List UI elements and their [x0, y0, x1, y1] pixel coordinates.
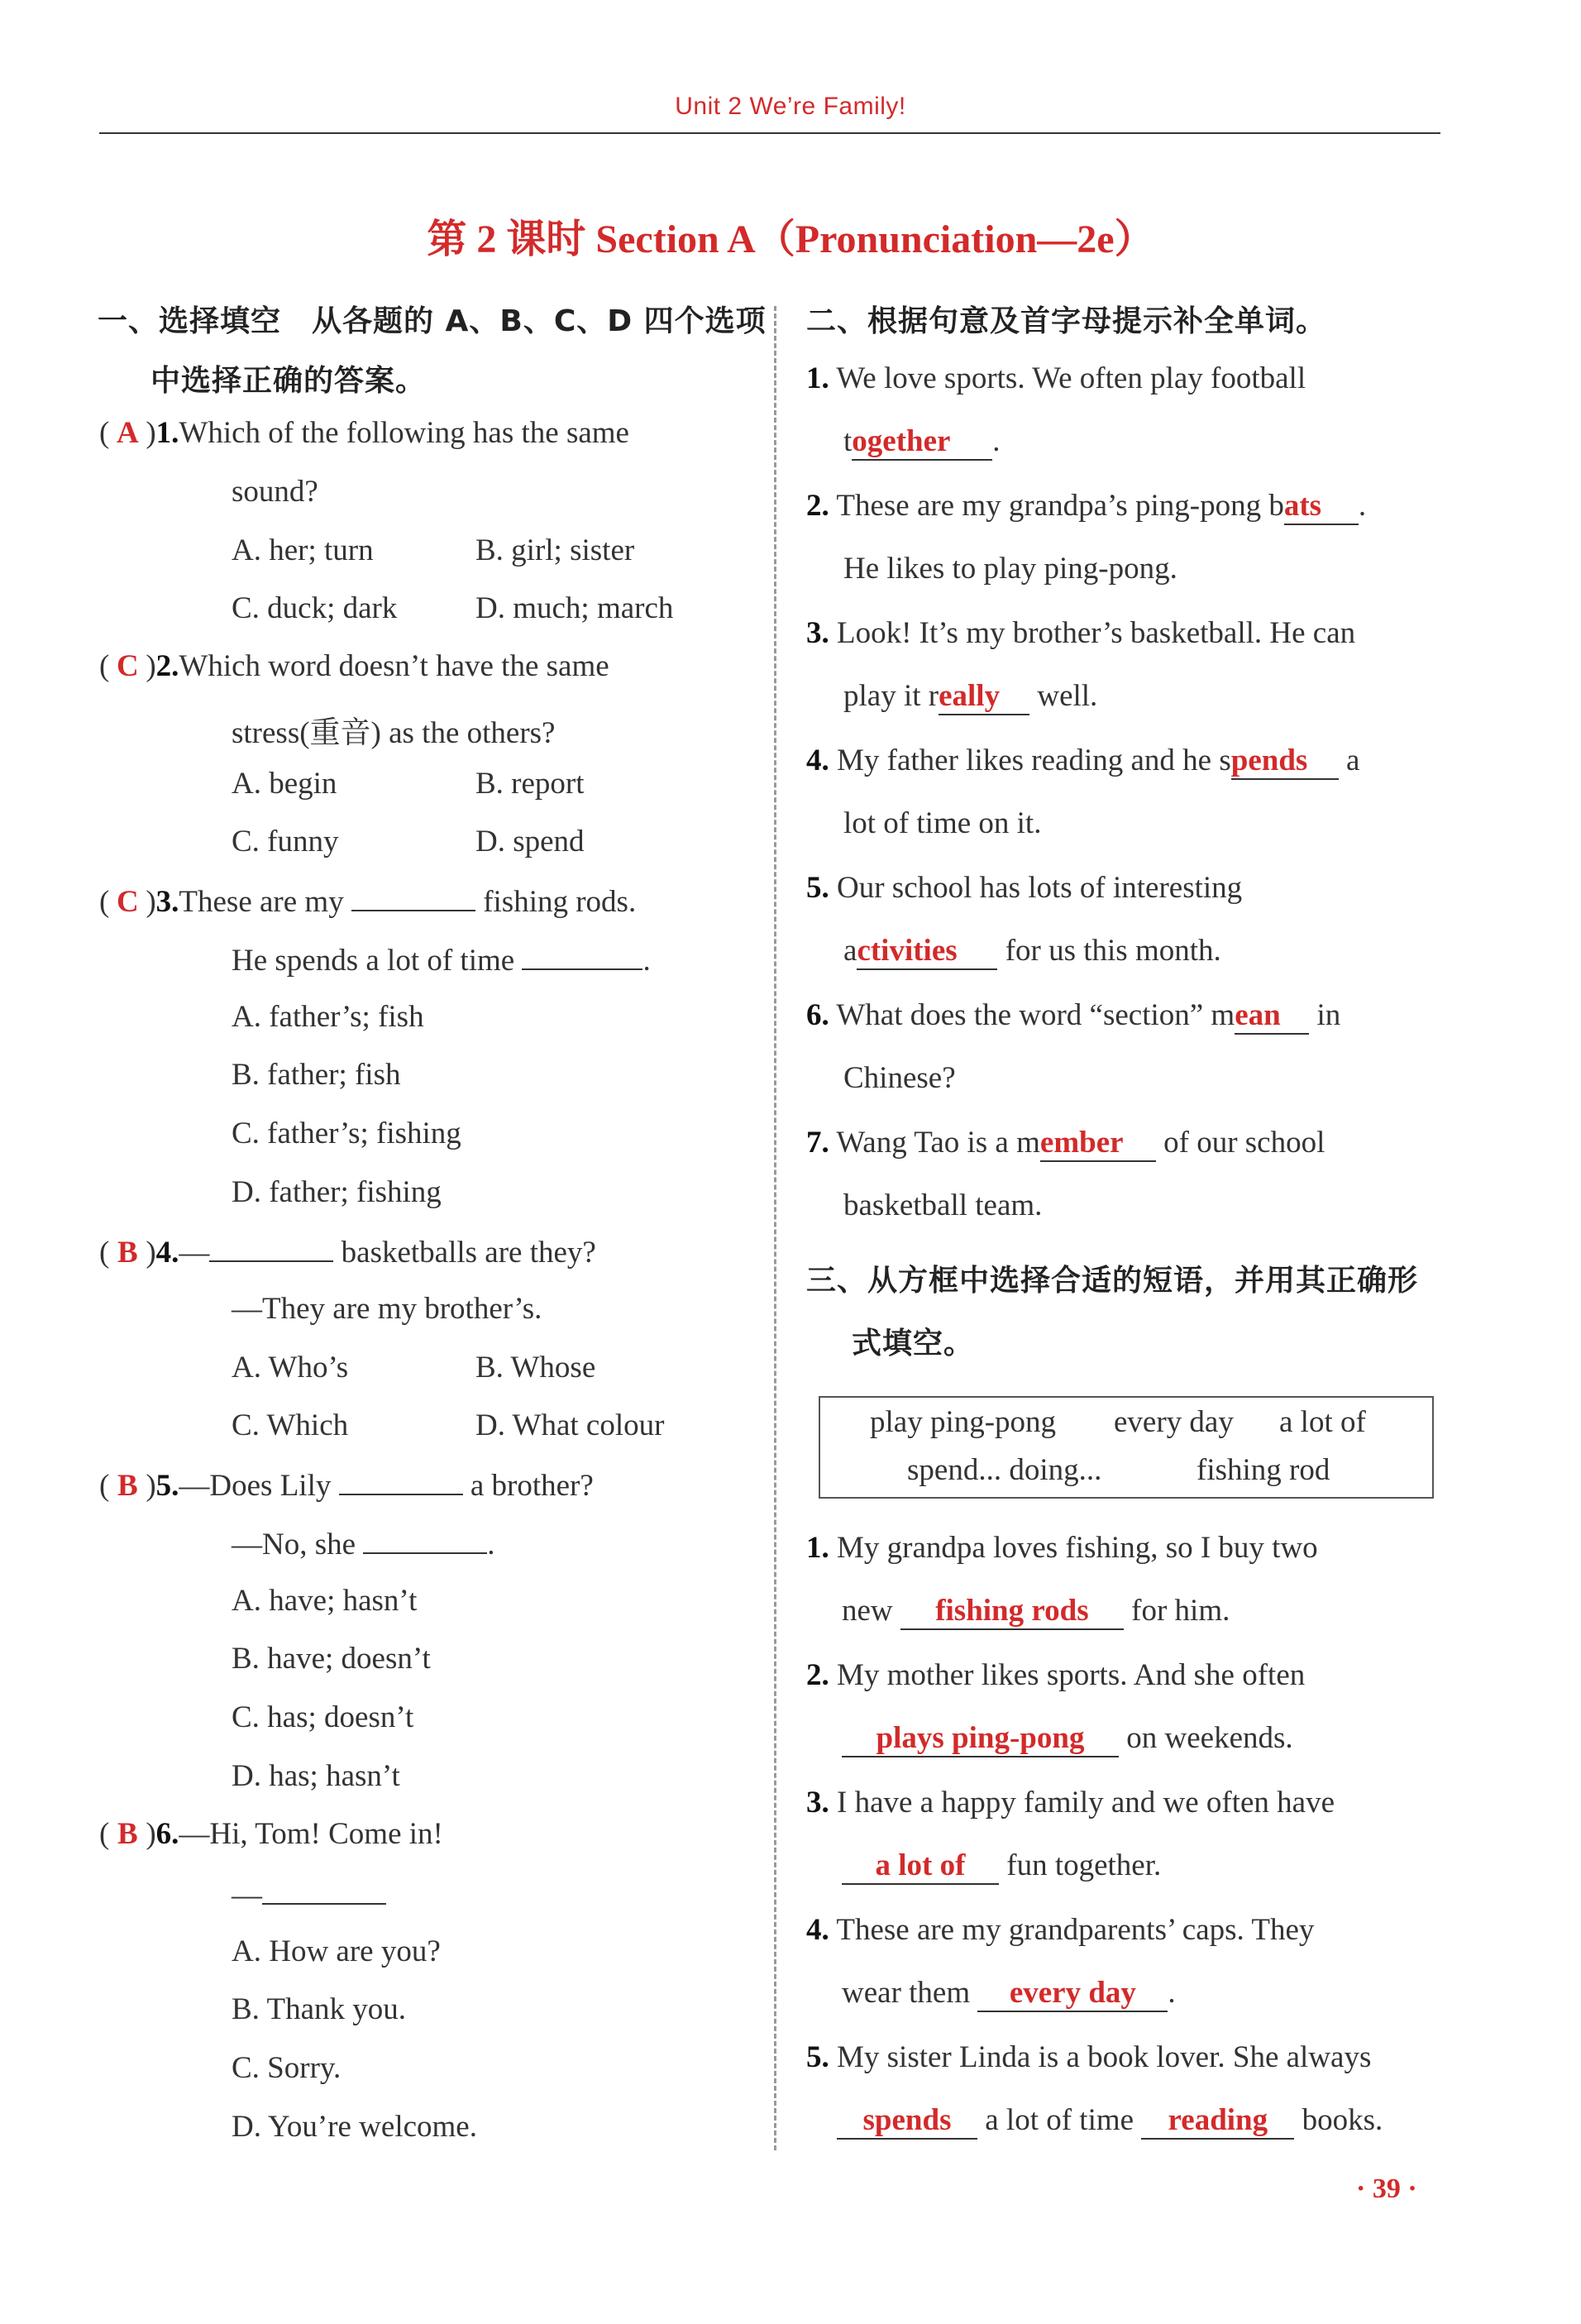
phrase-box	[819, 1396, 1434, 1499]
question-4-option-d: D. What colour	[475, 1408, 665, 1442]
lesson-title: 第 2 课时 Section A（Pronunciation—2e）	[427, 218, 1154, 261]
question-3-line1: ( C )3.These are my fishing rods.	[99, 882, 636, 920]
part3-sentence-5-line2: spends a lot of time reading books.	[837, 2102, 1383, 2140]
page-number: · 39 ·	[1356, 2173, 1417, 2204]
part3-sentence-2-line1: 2. My mother likes sports. And she often	[806, 1658, 1306, 1692]
answer-fill: fishing rods	[900, 1595, 1124, 1630]
part2-sentence-2-line1: 2. These are my grandpa’s ping-pong bats .	[806, 488, 1366, 525]
question-5-option-c: C. has; doesn’t	[232, 1700, 414, 1734]
question-3-option-c: C. father’s; fishing	[232, 1117, 461, 1150]
question-5-line1: ( B )5.—Does Lily a brother?	[99, 1466, 594, 1504]
question-1-option-d: D. much; march	[475, 591, 674, 625]
part2-sentence-3-line2: play it really well.	[843, 678, 1097, 715]
question-1-option-b: B. girl; sister	[475, 533, 635, 567]
answer-fill: ats	[1284, 490, 1359, 525]
question-1-line2: sound?	[232, 475, 318, 509]
part3-sentence-1-line2: new fishing rods for him.	[842, 1593, 1230, 1630]
answer-4: B	[117, 1236, 138, 1270]
column-divider	[774, 306, 776, 2150]
question-1-option-c: C. duck; dark	[232, 591, 398, 625]
part3-sentence-4-line1: 4. These are my grandparents’ caps. They	[806, 1913, 1315, 1947]
header-rule	[99, 132, 1440, 134]
part2-sentence-1-line1: 1. We love sports. We often play football	[806, 361, 1306, 395]
question-6-option-a: A. How are you?	[232, 1934, 441, 1968]
answer-fill: ean	[1235, 999, 1309, 1035]
part2-heading: 二、根据句意及首字母提示补全单词。	[806, 304, 1327, 338]
part3-heading-line2: 式填空。	[852, 1327, 975, 1360]
part3-sentence-5-line1: 5. My sister Linda is a book lover. She always	[806, 2040, 1372, 2074]
question-4-option-a: A. Who’s	[232, 1351, 349, 1384]
part2-sentence-4-line2: lot of time on it.	[843, 806, 1042, 840]
part2-sentence-4-line1: 4. My father likes reading and he spends a	[806, 743, 1359, 780]
question-2-option-c: C. funny	[232, 825, 339, 858]
part2-sentence-3-line1: 3. Look! It’s my brother’s basketball. He can	[806, 616, 1356, 650]
question-4-line2: —They are my brother’s.	[232, 1292, 542, 1326]
blank	[363, 1524, 487, 1554]
answer-fill: a lot of	[842, 1849, 999, 1885]
part2-sentence-7-line1: 7. Wang Tao is a member of our school	[806, 1125, 1325, 1162]
running-header: Unit 2 We’re Family!	[675, 93, 906, 120]
question-3-option-b: B. father; fish	[232, 1058, 401, 1092]
answer-3: C	[116, 885, 139, 919]
answer-fill: pends	[1231, 744, 1339, 780]
blank	[339, 1466, 463, 1495]
answer-1: A	[116, 416, 139, 450]
phrase-option: fishing rod	[1196, 1453, 1330, 1487]
question-2-option-b: B. report	[475, 767, 585, 801]
question-2-option-a: A. begin	[232, 767, 337, 801]
part3-sentence-2-line2: plays ping-pong on weekends.	[842, 1720, 1293, 1757]
answer-fill: reading	[1141, 2104, 1294, 2140]
question-3-line2: He spends a lot of time .	[232, 940, 651, 978]
part2-sentence-5-line1: 5. Our school has lots of interesting	[806, 871, 1243, 905]
answer-fill: eally	[939, 680, 1029, 715]
part2-sentence-6-line2: Chinese?	[843, 1061, 956, 1095]
answer-fill: ogether	[852, 425, 992, 461]
answer-fill: ember	[1040, 1126, 1156, 1162]
question-4-option-c: C. Which	[232, 1408, 349, 1442]
blank	[522, 940, 642, 970]
answer-2: C	[116, 649, 139, 683]
phrase-option: spend... doing...	[907, 1453, 1102, 1487]
phrase-option: every day	[1114, 1405, 1234, 1439]
part1-heading-line2: 中选择正确的答案。	[150, 364, 427, 398]
question-4-line1: ( B )4.— basketballs are they?	[99, 1232, 596, 1270]
question-5-option-d: D. has; hasn’t	[232, 1759, 400, 1793]
part3-sentence-3-line2: a lot of fun together.	[842, 1848, 1161, 1885]
phrase-option: a lot of	[1279, 1405, 1366, 1439]
question-2-option-d: D. spend	[475, 825, 585, 858]
part2-sentence-6-line1: 6. What does the word “section” mean in	[806, 997, 1340, 1035]
answer-fill: every day	[977, 1977, 1168, 2012]
part2-sentence-1-line2: together .	[843, 423, 1001, 461]
part1-heading-line1: 一、选择填空 从各题的 A、B、C、D 四个选项	[98, 304, 767, 338]
question-5-line2: —No, she .	[232, 1524, 495, 1562]
blank	[209, 1232, 333, 1262]
answer-6: B	[117, 1817, 138, 1851]
part3-sentence-3-line1: 3. I have a happy family and we often have	[806, 1786, 1335, 1820]
question-2-line2: stress(重音) as the others?	[232, 716, 556, 750]
question-6-line2: —	[232, 1875, 386, 1913]
question-6-option-b: B. Thank you.	[232, 1992, 407, 2026]
part2-sentence-5-line2: activities for us this month.	[843, 933, 1221, 970]
question-6-option-d: D. You’re welcome.	[232, 2110, 477, 2144]
question-2-line1: ( C )2.Which word doesn’t have the same	[99, 649, 609, 683]
part2-sentence-7-line2: basketball team.	[843, 1188, 1043, 1222]
blank	[262, 1875, 386, 1905]
answer-fill: spends	[837, 2104, 977, 2140]
phrase-option: play ping-pong	[870, 1405, 1057, 1439]
question-6-option-c: C. Sorry.	[232, 2051, 342, 2085]
part3-sentence-1-line1: 1. My grandpa loves fishing, so I buy two	[806, 1531, 1318, 1565]
answer-fill: ctivities	[857, 935, 997, 970]
part3-heading-line1: 三、从方框中选择合适的短语，并用其正确形	[806, 1264, 1419, 1298]
answer-5: B	[117, 1469, 138, 1503]
blank	[351, 882, 475, 911]
question-1-option-a: A. her; turn	[232, 533, 374, 567]
question-3-option-d: D. father; fishing	[232, 1175, 442, 1209]
part2-sentence-2-line2: He likes to play ping-pong.	[843, 552, 1177, 586]
question-1-line1: ( A )1.Which of the following has the same	[99, 416, 629, 450]
question-6-line1: ( B )6.—Hi, Tom! Come in!	[99, 1817, 443, 1851]
question-5-option-a: A. have; hasn’t	[232, 1584, 418, 1618]
question-3-option-a: A. father’s; fish	[232, 1000, 424, 1034]
question-4-option-b: B. Whose	[475, 1351, 596, 1384]
question-5-option-b: B. have; doesn’t	[232, 1642, 431, 1676]
part3-sentence-4-line2: wear them every day .	[842, 1975, 1176, 2012]
answer-fill: plays ping-pong	[842, 1722, 1119, 1757]
